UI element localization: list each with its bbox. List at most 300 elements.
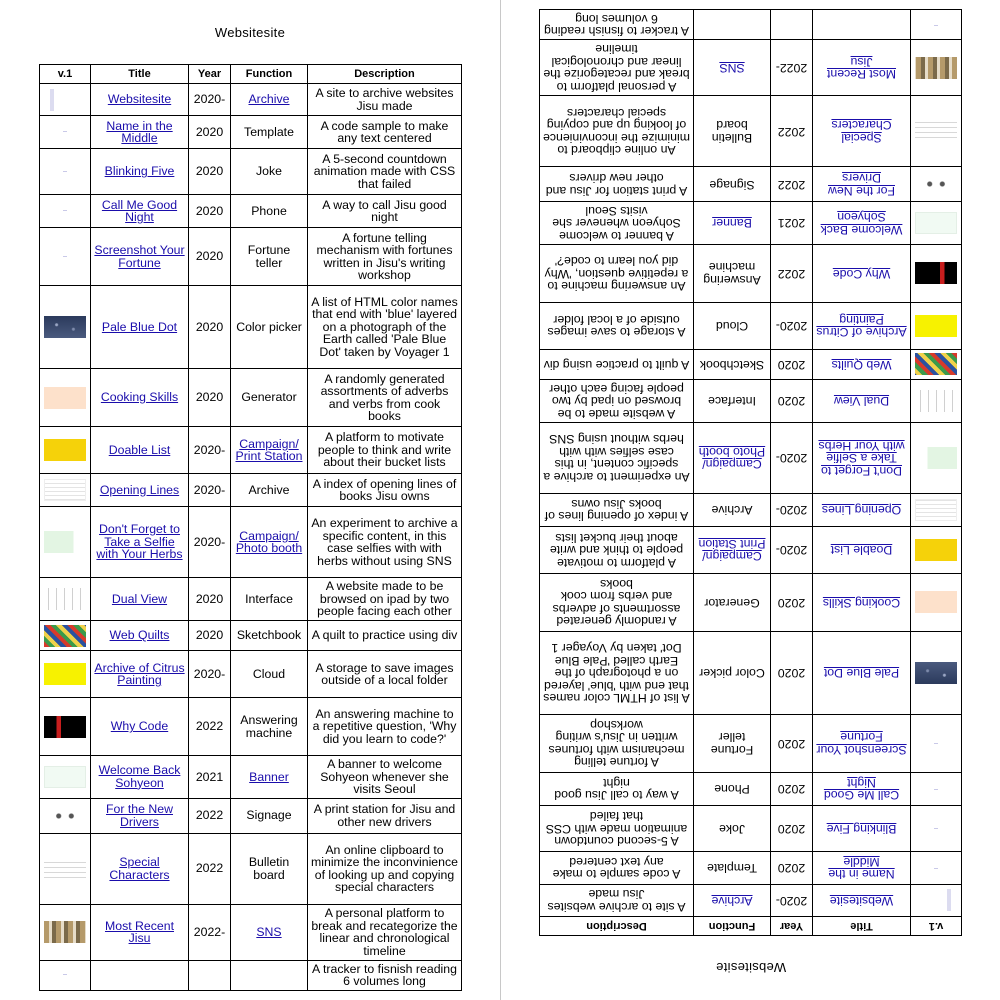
- title-link[interactable]: Dual View: [111, 591, 168, 606]
- title-link[interactable]: Web Quilts: [831, 357, 892, 372]
- function-cell: Joke: [694, 806, 771, 852]
- thumbnail-cell: [40, 507, 91, 578]
- title-link[interactable]: Special Characters: [109, 855, 170, 882]
- table-row: [40, 904, 462, 960]
- thumbnail-image[interactable]: [44, 89, 86, 111]
- year-cell: 2020-: [771, 885, 813, 917]
- title-cell: [813, 167, 911, 202]
- function-link[interactable]: Campaign/ Print Station: [698, 537, 766, 564]
- thumbnail-image[interactable]: [915, 174, 957, 196]
- header-title: Title: [91, 65, 189, 84]
- table-row: [540, 245, 962, 303]
- table-row: [40, 149, 462, 195]
- thumbnail-cell: [911, 96, 962, 167]
- title-cell: [91, 507, 189, 578]
- title-link[interactable]: For the New Drivers: [828, 171, 895, 198]
- year-cell: 2020: [771, 574, 813, 632]
- title-link[interactable]: Websitesite: [829, 893, 894, 908]
- title-cell: [91, 149, 189, 195]
- description-cell: A index of opening lines of books Jisu owns: [540, 494, 694, 527]
- thumbnail-image[interactable]: [915, 592, 957, 614]
- title-cell: [91, 756, 189, 799]
- function-link[interactable]: Banner: [249, 769, 289, 784]
- table-row: [540, 574, 962, 632]
- title-cell: [813, 632, 911, 715]
- year-cell: 2020: [189, 149, 231, 195]
- description-cell: A platform to motivate people to think and write about their bucket lists: [540, 527, 694, 574]
- function-cell: Joke: [231, 149, 308, 195]
- function-cell: Cloud: [231, 651, 308, 698]
- description-cell: A site to archive websites Jisu made: [540, 885, 694, 917]
- title-link[interactable]: Screenshot Your Fortune: [94, 243, 185, 270]
- title-link[interactable]: Blinking Five: [826, 821, 897, 836]
- table-row: [540, 10, 962, 40]
- description-cell: A tracker to fisnish reading 6 volumes long: [540, 10, 694, 40]
- title-link[interactable]: Doable List: [830, 543, 893, 558]
- description-cell: An online clipboard to minimize the inconvinience of looking up and copying special characters: [540, 96, 694, 167]
- function-cell: [231, 507, 308, 578]
- thumbnail-image[interactable]: [915, 315, 957, 337]
- title-cell: [813, 350, 911, 380]
- title-link[interactable]: Name in the Middle: [828, 855, 895, 882]
- thumbnail-image[interactable]: [44, 439, 86, 461]
- thumbnail-image[interactable]: [44, 121, 86, 143]
- table-row: [40, 84, 462, 116]
- thumbnail-image[interactable]: [915, 539, 957, 561]
- title-cell: [813, 773, 911, 806]
- year-cell: 2020: [189, 286, 231, 369]
- header-title: Title: [813, 917, 911, 936]
- function-cell: Generator: [694, 574, 771, 632]
- thumbnail-image[interactable]: [44, 479, 86, 501]
- thumbnail-cell: [40, 698, 91, 756]
- function-cell: Archive: [694, 494, 771, 527]
- year-cell: 2020: [189, 578, 231, 621]
- page-view-rotated: [501, 0, 1000, 1000]
- table-row: [540, 494, 962, 527]
- thumbnail-image[interactable]: [44, 663, 86, 685]
- thumbnail-cell: [40, 228, 91, 286]
- table-row: [40, 833, 462, 904]
- thumbnail-image[interactable]: [915, 14, 957, 36]
- thumbnail-image[interactable]: [915, 263, 957, 285]
- year-cell: 2022: [189, 798, 231, 833]
- table-row: [40, 960, 462, 990]
- table-row: [540, 380, 962, 423]
- title-link[interactable]: Name in the Middle: [106, 118, 173, 145]
- thumbnail-image[interactable]: [915, 447, 957, 469]
- description-cell: An online clipboard to minimize the inconvinience of looking up and copying special characters: [308, 833, 462, 904]
- thumbnail-image[interactable]: [915, 390, 957, 412]
- table-row: [40, 798, 462, 833]
- title-link[interactable]: Archive of Citrus Painting: [816, 313, 907, 340]
- description-cell: An experiment to archive a specific content, in this case selfies with with herbs without using SNS: [308, 507, 462, 578]
- title-link[interactable]: For the New Drivers: [106, 802, 173, 829]
- thumbnail-cell: [911, 167, 962, 202]
- title-link[interactable]: Archive of Citrus Painting: [94, 660, 185, 687]
- description-cell: A personal platform to break and recategorize the linear and chronological timeline: [540, 40, 694, 96]
- year-cell: 2020: [189, 228, 231, 286]
- year-cell: 2020-: [189, 427, 231, 474]
- thumbnail-image[interactable]: [44, 588, 86, 610]
- year-cell: 2020: [189, 195, 231, 228]
- table-row: [40, 578, 462, 621]
- year-cell: 2020-: [189, 651, 231, 698]
- title-cell: [91, 195, 189, 228]
- year-cell: 2020: [771, 632, 813, 715]
- title-cell: [813, 527, 911, 574]
- function-link[interactable]: Archive: [248, 92, 290, 107]
- thumbnail-image[interactable]: [915, 890, 957, 912]
- function-cell: [231, 756, 308, 799]
- table-row: [540, 350, 962, 380]
- title-cell: [91, 286, 189, 369]
- description-cell: A quilt to practice using div: [540, 350, 694, 380]
- title-link[interactable]: Special Characters: [831, 118, 892, 145]
- function-link[interactable]: SNS: [256, 924, 282, 939]
- function-link[interactable]: Campaign/ Photo booth: [235, 528, 303, 555]
- year-cell: 2020: [771, 715, 813, 773]
- year-cell: 2020: [771, 350, 813, 380]
- table-row: [40, 228, 462, 286]
- function-cell: Template: [231, 116, 308, 149]
- title-link[interactable]: Call Me Good Night: [823, 776, 900, 803]
- description-cell: A print station for Jisu and other new drivers: [540, 167, 694, 202]
- description-cell: A site to archive websites Jisu made: [308, 84, 462, 116]
- title-cell: [813, 715, 911, 773]
- title-link[interactable]: Dual View: [833, 394, 890, 409]
- description-cell: A code sample to make any text centered: [540, 852, 694, 885]
- thumbnail-cell: [40, 427, 91, 474]
- header-year: Year: [189, 65, 231, 84]
- description-cell: A fortune telling mechanism with fortunes written in Jisu's writing workshop: [540, 715, 694, 773]
- table-row: [540, 40, 962, 96]
- title-cell: [813, 494, 911, 527]
- function-cell: Bulletin board: [231, 833, 308, 904]
- year-cell: 2021: [189, 756, 231, 799]
- table-row: [540, 167, 962, 202]
- thumbnail-cell: [40, 578, 91, 621]
- year-cell: 2021: [771, 202, 813, 245]
- thumbnail-cell: [911, 245, 962, 303]
- description-cell: A tracker to fisnish reading 6 volumes long: [308, 960, 462, 990]
- thumbnail-image[interactable]: [44, 716, 86, 738]
- works-table: [39, 64, 462, 991]
- title-cell: [91, 427, 189, 474]
- function-cell: [694, 202, 771, 245]
- thumbnail-image[interactable]: [915, 57, 957, 79]
- header-v1: v.1: [911, 917, 962, 936]
- title-cell: [91, 578, 189, 621]
- function-cell: Signage: [231, 798, 308, 833]
- thumbnail-cell: [911, 303, 962, 350]
- description-cell: A storage to save images outside of a local folder: [540, 303, 694, 350]
- thumbnail-cell: [40, 798, 91, 833]
- header-v1: v.1: [40, 65, 91, 84]
- thumbnail-image[interactable]: [44, 766, 86, 788]
- thumbnail-image[interactable]: [915, 778, 957, 800]
- table-row: [40, 698, 462, 756]
- title-link[interactable]: Don't Forget to Take a Selfie with Your Herbs: [96, 522, 183, 562]
- title-cell: [813, 40, 911, 96]
- header-year: Year: [771, 917, 813, 936]
- table-row: [540, 806, 962, 852]
- title-cell: [91, 84, 189, 116]
- description-cell: An experiment to archive a specific content, in this case selfies with with herbs without using SNS: [540, 423, 694, 494]
- table-row: [40, 621, 462, 651]
- year-cell: 2022: [771, 245, 813, 303]
- title-link[interactable]: Opening Lines: [99, 482, 180, 497]
- function-cell: [231, 84, 308, 116]
- title-cell: [91, 116, 189, 149]
- title-link[interactable]: Cooking Skills: [822, 595, 901, 610]
- title-link[interactable]: Most Recent Jisu: [826, 55, 897, 82]
- description-cell: A website made to be browsed on ipad by two people facing each other: [308, 578, 462, 621]
- title-cell: [813, 96, 911, 167]
- title-cell: [813, 574, 911, 632]
- thumbnail-image[interactable]: [915, 857, 957, 879]
- title-link[interactable]: Pale Blue Dot: [823, 666, 900, 681]
- year-cell: 2020: [771, 852, 813, 885]
- title-link[interactable]: Call Me Good Night: [101, 197, 178, 224]
- thumbnail-cell: [40, 833, 91, 904]
- title-cell: [91, 904, 189, 960]
- year-cell: 2022: [189, 698, 231, 756]
- thumbnail-image[interactable]: [915, 818, 957, 840]
- description-cell: A 5-second countdown animation made with CSS that failed: [308, 149, 462, 195]
- function-cell: [231, 904, 308, 960]
- table-row: [540, 632, 962, 715]
- thumbnail-cell: [40, 369, 91, 427]
- function-cell: Sketchbook: [231, 621, 308, 651]
- thumbnail-cell: [40, 149, 91, 195]
- table-row: [40, 427, 462, 474]
- function-cell: Bulletin board: [694, 96, 771, 167]
- title-link[interactable]: Doable List: [108, 442, 171, 457]
- thumbnail-cell: [40, 116, 91, 149]
- title-link[interactable]: Welcome Back Sohyeon: [98, 763, 181, 790]
- year-cell: 2020: [189, 621, 231, 651]
- title-cell: [813, 806, 911, 852]
- page-title: Websitesite: [214, 25, 286, 40]
- thumbnail-cell: [40, 904, 91, 960]
- title-cell: [813, 10, 911, 40]
- thumbnail-cell: [40, 651, 91, 698]
- year-cell: 2020-: [771, 423, 813, 494]
- thumbnail-image[interactable]: [915, 499, 957, 521]
- thumbnail-cell: [40, 960, 91, 990]
- function-cell: [231, 427, 308, 474]
- header-row: [540, 917, 962, 936]
- description-cell: A index of opening lines of books Jisu owns: [308, 474, 462, 507]
- thumbnail-cell: [911, 852, 962, 885]
- thumbnail-image[interactable]: [44, 531, 86, 553]
- year-cell: [771, 10, 813, 40]
- thumbnail-cell: [911, 715, 962, 773]
- title-link[interactable]: Most Recent Jisu: [104, 918, 175, 945]
- thumbnail-cell: [911, 773, 962, 806]
- function-link[interactable]: SNS: [719, 61, 745, 76]
- description-cell: An answering machine to a repetitive question, 'Why did you learn to code?': [540, 245, 694, 303]
- thumbnail-image[interactable]: [915, 212, 957, 234]
- year-cell: 2020-: [771, 494, 813, 527]
- title-link[interactable]: Websitesite: [107, 92, 172, 107]
- function-cell: [694, 40, 771, 96]
- table-row: [540, 773, 962, 806]
- thumbnail-image[interactable]: [44, 625, 86, 647]
- thumbnail-cell: [911, 40, 962, 96]
- thumbnail-image[interactable]: [44, 964, 86, 986]
- title-link[interactable]: Welcome Back Sohyeon: [820, 210, 903, 237]
- function-cell: [694, 527, 771, 574]
- function-cell: Color picker: [231, 286, 308, 369]
- thumbnail-cell: [911, 494, 962, 527]
- thumbnail-image[interactable]: [44, 161, 86, 183]
- function-cell: Template: [694, 852, 771, 885]
- table-row: [40, 195, 462, 228]
- year-cell: 2020: [189, 369, 231, 427]
- thumbnail-cell: [911, 350, 962, 380]
- thumbnail-image[interactable]: [44, 387, 86, 409]
- title-cell: [813, 202, 911, 245]
- function-cell: Signage: [694, 167, 771, 202]
- description-cell: A personal platform to break and recategorize the linear and chronological timeline: [308, 904, 462, 960]
- thumbnail-image[interactable]: [915, 121, 957, 143]
- function-cell: Generator: [231, 369, 308, 427]
- title-cell: [91, 698, 189, 756]
- table-row: [540, 202, 962, 245]
- title-link[interactable]: Don't Forget to Take a Selfie with Your Herbs: [818, 438, 905, 478]
- thumbnail-cell: [911, 806, 962, 852]
- function-cell: Interface: [231, 578, 308, 621]
- year-cell: 2022: [189, 833, 231, 904]
- function-cell: Fortune teller: [694, 715, 771, 773]
- thumbnail-image[interactable]: [915, 662, 957, 684]
- description-cell: A fortune telling mechanism with fortunes written in Jisu's writing workshop: [308, 228, 462, 286]
- description-cell: A banner to welcome Sohyeon whenever she visits Seoul: [308, 756, 462, 799]
- table-row: [540, 885, 962, 917]
- title-link[interactable]: Why Code: [110, 719, 169, 734]
- function-cell: [231, 960, 308, 990]
- table-row: [540, 96, 962, 167]
- year-cell: 2020-: [189, 84, 231, 116]
- page-title-rotated: Websitesite: [715, 960, 787, 975]
- thumbnail-image[interactable]: [44, 921, 86, 943]
- description-cell: A code sample to make any text centered: [308, 116, 462, 149]
- title-cell: [813, 852, 911, 885]
- table-row: [40, 116, 462, 149]
- function-cell: Phone: [694, 773, 771, 806]
- title-cell: [91, 833, 189, 904]
- thumbnail-cell: [40, 621, 91, 651]
- year-cell: 2020: [771, 380, 813, 423]
- thumbnail-image[interactable]: [44, 316, 86, 338]
- thumbnail-cell: [40, 286, 91, 369]
- title-link[interactable]: Web Quilts: [109, 628, 170, 643]
- thumbnail-cell: [911, 423, 962, 494]
- function-cell: Color picker: [694, 632, 771, 715]
- year-cell: 2022-: [189, 904, 231, 960]
- year-cell: 2022: [771, 167, 813, 202]
- header-row: [40, 65, 462, 84]
- title-cell: [91, 474, 189, 507]
- function-cell: [694, 885, 771, 917]
- function-link[interactable]: Banner: [712, 216, 752, 231]
- title-cell: [91, 651, 189, 698]
- year-cell: 2020: [771, 773, 813, 806]
- thumbnail-image[interactable]: [915, 733, 957, 755]
- table-row: [540, 852, 962, 885]
- function-link[interactable]: Campaign/ Photo booth: [698, 445, 766, 472]
- function-link[interactable]: Archive: [711, 893, 753, 908]
- header-function: Function: [694, 917, 771, 936]
- function-cell: [694, 423, 771, 494]
- table-row: [540, 303, 962, 350]
- thumbnail-cell: [40, 756, 91, 799]
- function-cell: Phone: [231, 195, 308, 228]
- year-cell: 2020-: [189, 507, 231, 578]
- title-cell: [813, 245, 911, 303]
- title-cell: [91, 369, 189, 427]
- description-cell: A way to call Jisu good night: [540, 773, 694, 806]
- works-table-rotated: [539, 10, 962, 937]
- function-cell: Cloud: [694, 303, 771, 350]
- title-cell: [813, 885, 911, 917]
- thumbnail-cell: [40, 474, 91, 507]
- function-cell: Answering machine: [694, 245, 771, 303]
- title-link[interactable]: Opening Lines: [821, 503, 902, 518]
- title-link[interactable]: Blinking Five: [104, 164, 175, 179]
- title-cell: [91, 960, 189, 990]
- thumbnail-cell: [40, 84, 91, 116]
- function-cell: Interface: [694, 380, 771, 423]
- description-cell: A banner to welcome Sohyeon whenever she visits Seoul: [540, 202, 694, 245]
- description-cell: A way to call Jisu good night: [308, 195, 462, 228]
- header-description: Description: [308, 65, 462, 84]
- thumbnail-cell: [911, 527, 962, 574]
- year-cell: 2020: [771, 806, 813, 852]
- function-cell: Fortune teller: [231, 228, 308, 286]
- thumbnail-image[interactable]: [44, 858, 86, 880]
- title-link[interactable]: Cooking Skills: [100, 390, 179, 405]
- table-row: [540, 527, 962, 574]
- table-row: [40, 756, 462, 799]
- table-row: [40, 507, 462, 578]
- thumbnail-image[interactable]: [44, 246, 86, 268]
- description-cell: A quilt to practice using div: [308, 621, 462, 651]
- table-row: [40, 369, 462, 427]
- description-cell: A list of HTML color names that end with 'blue' layered on a photograph of the Earth called 'Pale Blue Dot' taken by Voyager 1: [540, 632, 694, 715]
- title-link[interactable]: Why Code: [832, 266, 891, 281]
- thumbnail-image[interactable]: [44, 200, 86, 222]
- thumbnail-cell: [911, 202, 962, 245]
- description-cell: A randomly generated assortments of adverbs and verbs from cook books: [540, 574, 694, 632]
- title-link[interactable]: Screenshot Your Fortune: [816, 730, 907, 757]
- title-cell: [813, 380, 911, 423]
- thumbnail-image[interactable]: [915, 354, 957, 376]
- title-link[interactable]: Pale Blue Dot: [101, 319, 178, 334]
- function-cell: Archive: [231, 474, 308, 507]
- function-cell: Sketchbook: [694, 350, 771, 380]
- thumbnail-image[interactable]: [44, 805, 86, 827]
- year-cell: 2020-: [771, 303, 813, 350]
- title-cell: [91, 798, 189, 833]
- function-cell: [694, 10, 771, 40]
- function-link[interactable]: Campaign/ Print Station: [235, 436, 303, 463]
- thumbnail-cell: [911, 574, 962, 632]
- thumbnail-cell: [911, 632, 962, 715]
- description-cell: An answering machine to a repetitive question, 'Why did you learn to code?': [308, 698, 462, 756]
